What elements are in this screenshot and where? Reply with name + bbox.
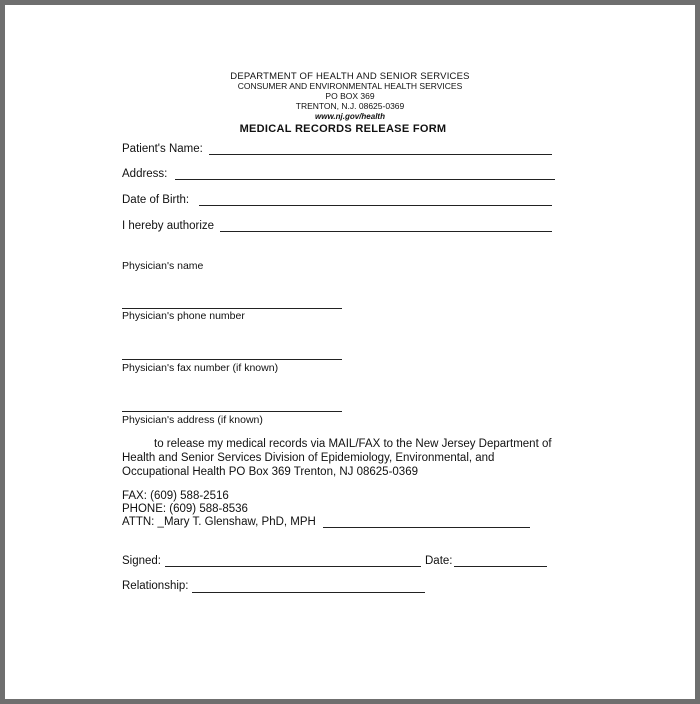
form-page <box>5 5 695 699</box>
signed-label: Signed: <box>122 555 162 567</box>
patient-name-label: Patient's Name: <box>122 143 203 155</box>
physician-name-field[interactable] <box>122 308 342 309</box>
release-text: to release my medical records via MAIL/FAX to the New Jersey Department of Health and Senior Services Division of Epidemiology, Environmental, and Occupational Health PO Box 369 Trenton, NJ 08625-0369 <box>122 438 552 478</box>
release-paragraph <box>122 437 562 479</box>
signature-field[interactable] <box>165 566 421 567</box>
physician-address-label: Physician's address (if known) <box>122 414 263 426</box>
dob-label: Date of Birth: <box>122 194 190 206</box>
patient-name-field[interactable] <box>209 154 552 155</box>
relationship-label: Relationship: <box>122 580 189 592</box>
physician-fax-label: Physician's fax number (if known) <box>122 362 279 374</box>
physician-name-label: Physician's name <box>122 260 204 272</box>
department-name: DEPARTMENT OF HEALTH AND SENIOR SERVICES <box>230 71 470 82</box>
date-label: Date: <box>425 555 453 567</box>
authorize-field[interactable] <box>220 231 552 232</box>
physician-phone-label: Physician's phone number <box>122 310 245 322</box>
address-field[interactable] <box>175 179 555 180</box>
attention-line: ATTN: _Mary T. Glenshaw, PhD, MPH <box>122 516 316 528</box>
fax-number: FAX: (609) 588-2516 <box>122 490 229 502</box>
po-box: PO BOX 369 <box>325 91 375 101</box>
phone-number: PHONE: (609) 588-8536 <box>122 503 248 515</box>
authorize-label: I hereby authorize <box>122 220 215 232</box>
date-field[interactable] <box>454 566 547 567</box>
relationship-field[interactable] <box>192 592 425 593</box>
dob-field[interactable] <box>199 205 552 206</box>
division-name: CONSUMER AND ENVIRONMENTAL HEALTH SERVICES <box>237 81 463 91</box>
city-zip: TRENTON, N.J. 08625-0369 <box>295 101 405 111</box>
form-title: MEDICAL RECORDS RELEASE FORM <box>239 123 447 135</box>
physician-phone-field[interactable] <box>122 359 342 360</box>
website: www.nj.gov/health <box>315 112 385 121</box>
address-label: Address: <box>122 168 168 180</box>
physician-fax-field[interactable] <box>122 411 342 412</box>
attention-field[interactable] <box>323 527 530 528</box>
